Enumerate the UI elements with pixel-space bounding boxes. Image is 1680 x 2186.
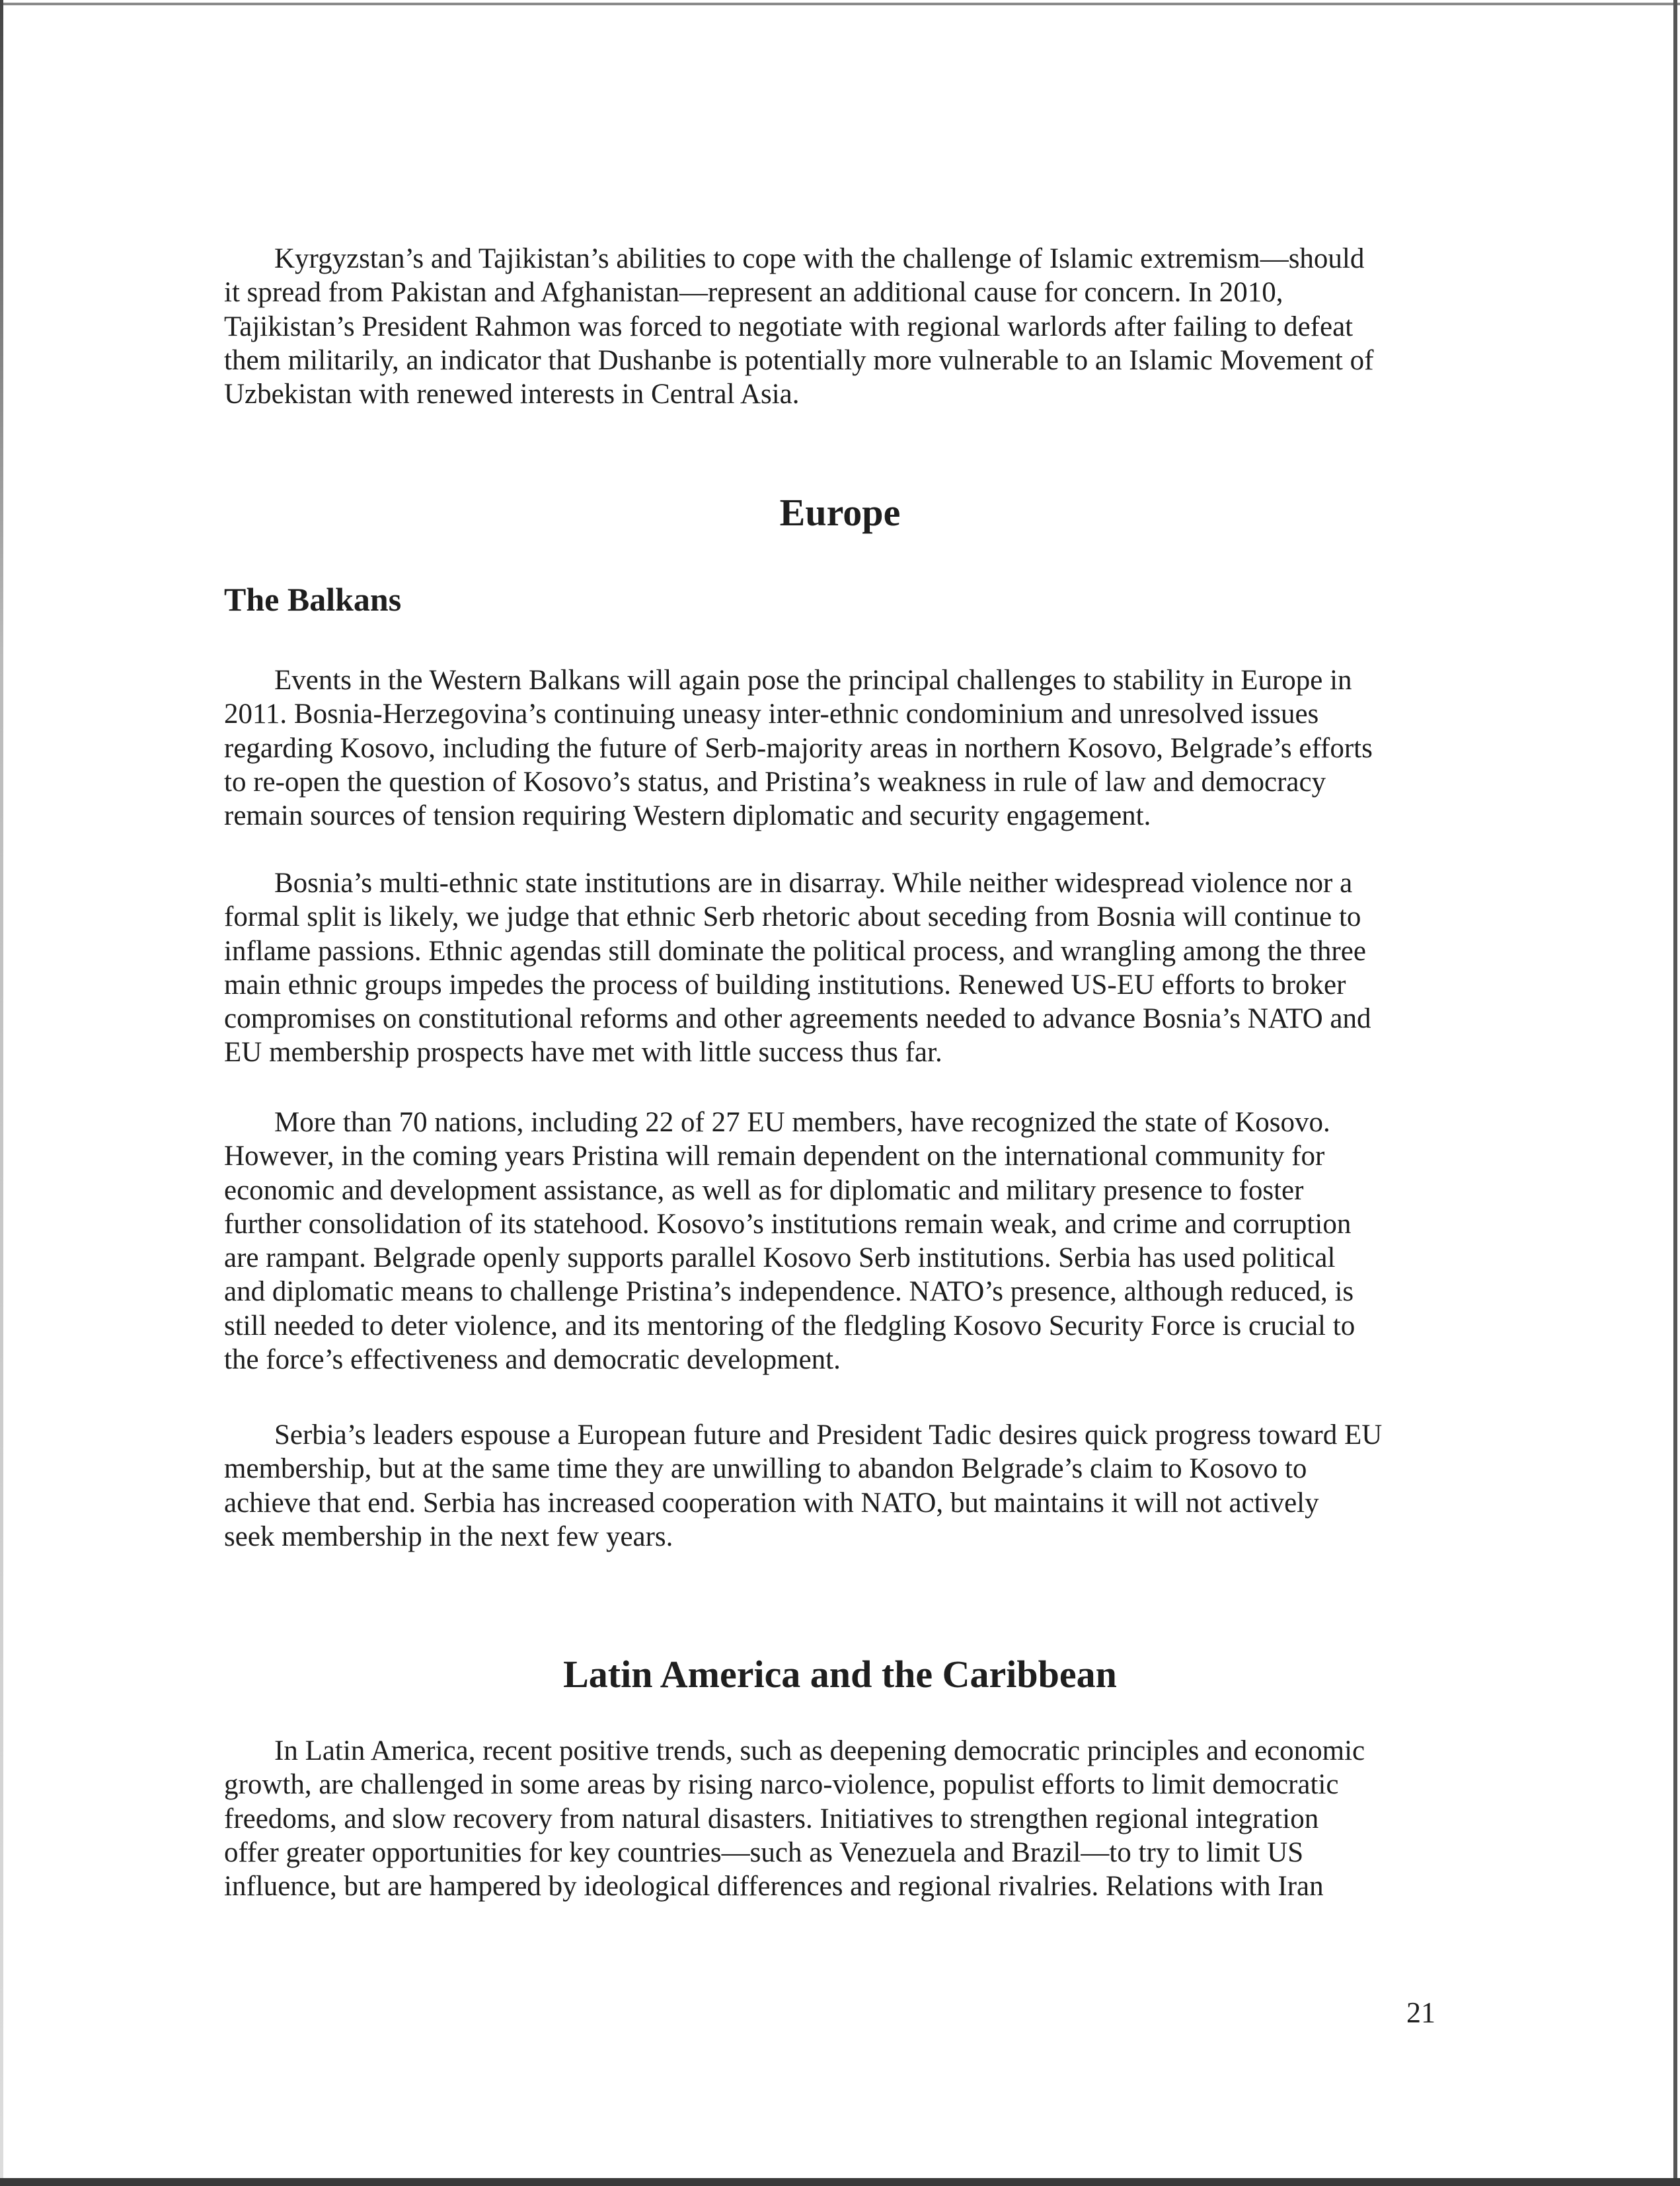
paragraph-bosnia: [224, 866, 1480, 1070]
section-heading-europe: Europe: [779, 491, 901, 534]
text-line: Uzbekistan with renewed interests in Central Asia.: [224, 379, 800, 410]
paragraph-central-asia: [224, 242, 1480, 411]
text-line: More than 70 nations, including 22 of 27 EU members, have recognized the state of Kosovo.: [274, 1107, 1330, 1138]
paragraph-serbia: [224, 1418, 1480, 1554]
text-line: 2011. Bosnia-Herzegovina’s continuing uneasy inter-ethnic condominium and unresolved issues: [224, 698, 1319, 730]
text-line: Bosnia’s multi-ethnic state institutions are in disarray. While neither widespread violence nor a: [274, 868, 1353, 899]
paragraph-latin-america: [224, 1734, 1480, 1903]
text-line: influence, but are hampered by ideological differences and regional rivalries. Relations with Iran: [224, 1871, 1324, 1903]
text-line: In Latin America, recent positive trends, such as deepening democratic principles and economic: [274, 1735, 1365, 1766]
text-line: regarding Kosovo, including the future of Serb-majority areas in northern Kosovo, Belgrade’s efforts: [224, 732, 1373, 764]
text-line: Serbia’s leaders espouse a European future and President Tadic desires quick progress toward EU: [274, 1419, 1383, 1451]
text-line: inflame passions. Ethnic agendas still dominate the political process, and wrangling among the three: [224, 935, 1366, 967]
text-line: freedoms, and slow recovery from natural disasters. Initiatives to strengthen regional integration: [224, 1803, 1319, 1834]
scan-edge-left: [0, 0, 3, 2186]
text-line: offer greater opportunities for key countries—such as Venezuela and Brazil—to try to limit US: [224, 1836, 1304, 1868]
paragraph-western-balkans: [224, 663, 1480, 833]
text-line: Kyrgyzstan’s and Tajikistan’s abilities to cope with the challenge of Islamic extremism—should: [274, 243, 1365, 274]
text-line: and diplomatic means to challenge Pristina’s independence. NATO’s presence, although reduced, is: [224, 1276, 1354, 1308]
text-line: it spread from Pakistan and Afghanistan—represent an additional cause for concern. In 2010,: [224, 277, 1283, 309]
text-line: achieve that end. Serbia has increased cooperation with NATO, but maintains it will not actively: [224, 1487, 1319, 1519]
text-line: economic and development assistance, as well as for diplomatic and military presence to foster: [224, 1174, 1304, 1206]
scan-edge-top: [0, 3, 1680, 5]
text-line: further consolidation of its statehood. Kosovo’s institutions remain weak, and crime and corruption: [224, 1208, 1352, 1240]
text-line: EU membership prospects have met with little success thus far.: [224, 1037, 942, 1069]
text-line: remain sources of tension requiring Western diplomatic and security engagement.: [224, 800, 1151, 832]
text-line: formal split is likely, we judge that ethnic Serb rhetoric about seceding from Bosnia will continue to: [224, 901, 1361, 933]
scan-edge-right: [1673, 0, 1677, 2186]
text-line: seek membership in the next few years.: [224, 1521, 673, 1552]
text-line: the force’s effectiveness and democratic development.: [224, 1344, 841, 1376]
text-line: still needed to deter violence, and its mentoring of the fledgling Kosovo Security Force is crucial to: [224, 1310, 1355, 1341]
text-line: Events in the Western Balkans will again pose the principal challenges to stability in Europe in: [274, 665, 1352, 696]
subheading-balkans: The Balkans: [224, 581, 402, 618]
page-number: 21: [1406, 1996, 1435, 2029]
text-line: However, in the coming years Pristina will remain dependent on the international community for: [224, 1141, 1325, 1172]
text-line: Tajikistan’s President Rahmon was forced to negotiate with regional warlords after failing to defeat: [224, 311, 1354, 342]
scan-edge-bottom: [0, 2178, 1680, 2186]
text-line: them militarily, an indicator that Dushanbe is potentially more vulnerable to an Islamic Movement of: [224, 344, 1374, 376]
text-line: compromises on constitutional reforms and other agreements needed to advance Bosnia’s NATO and: [224, 1003, 1371, 1035]
text-line: to re-open the question of Kosovo’s status, and Pristina’s weakness in rule of law and democracy: [224, 766, 1326, 798]
paragraph-kosovo: [224, 1106, 1480, 1376]
text-line: growth, are challenged in some areas by rising narco-violence, populist efforts to limit democratic: [224, 1769, 1339, 1801]
text-line: main ethnic groups impedes the process of building institutions. Renewed US-EU efforts to broker: [224, 969, 1346, 1000]
section-heading-latin-america: Latin America and the Caribbean: [563, 1653, 1117, 1696]
text-line: are rampant. Belgrade openly supports parallel Kosovo Serb institutions. Serbia has used political: [224, 1242, 1336, 1274]
text-line: membership, but at the same time they are unwilling to abandon Belgrade’s claim to Kosovo to: [224, 1453, 1307, 1485]
